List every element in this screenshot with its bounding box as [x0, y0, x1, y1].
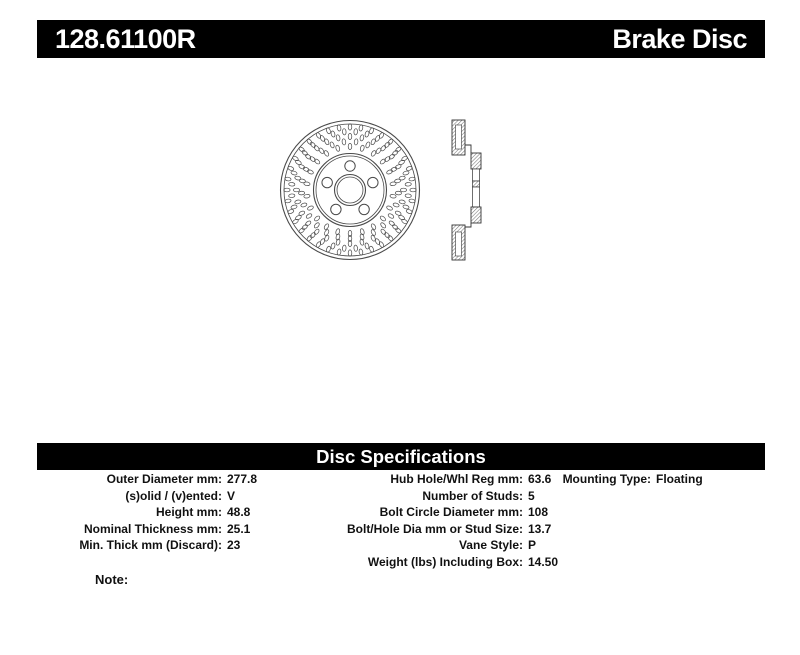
spec-column-right [540, 471, 703, 488]
stud-holes [322, 161, 378, 215]
spec-value: P [528, 538, 537, 552]
drilled-dimple-pattern [284, 124, 416, 256]
spec-column-left [37, 471, 257, 554]
spec-value: 5 [528, 488, 535, 503]
spec-value: 108 [528, 505, 549, 519]
product-type-title: Brake Disc [612, 23, 747, 54]
spec-label: Bolt/Hole Dia mm or Stud Size: [346, 521, 523, 536]
spec-row-hub-hole [290, 471, 558, 488]
spec-value: 23 [227, 538, 241, 552]
spec-label: Bolt Circle Diameter mm: [379, 505, 523, 519]
spec-label: Min. Thick mm (Discard): [79, 538, 222, 552]
spec-value: V [227, 488, 236, 503]
title-bar [37, 20, 765, 58]
spec-value: 48.8 [227, 505, 251, 519]
spec-section-header [37, 443, 765, 470]
spec-row-height [37, 504, 257, 521]
spec-row-solid-vented [37, 488, 257, 505]
spec-row-bolt-circle-diameter [290, 504, 558, 521]
spec-row-nominal-thickness [37, 521, 257, 538]
note-label: Note: [95, 572, 129, 587]
spec-label: Number of Studs: [422, 488, 523, 503]
spec-row-number-of-studs [290, 488, 558, 505]
spec-label: Vane Style: [458, 538, 523, 552]
part-number: 128.61100R [55, 23, 196, 54]
spec-section-title: Disc Specifications [316, 445, 486, 467]
spec-label: Hub Hole/Whl Reg mm: [390, 472, 523, 486]
brake-disc-front-view-drawing [278, 118, 422, 262]
spec-value: 14.50 [528, 554, 559, 569]
brake-disc-cross-section-drawing [441, 115, 497, 265]
spec-label: (s)olid / (v)ented: [125, 488, 222, 503]
spec-row-vane-style [290, 537, 558, 554]
spec-label: Weight (lbs) Including Box: [367, 554, 523, 569]
spec-row-min-thick [37, 537, 257, 554]
spec-value: 13.7 [528, 521, 552, 536]
spec-label: Mounting Type: [562, 472, 651, 486]
spec-row-outer-diameter [37, 471, 257, 488]
spec-value: Floating [656, 472, 703, 486]
spec-value: 25.1 [227, 521, 251, 536]
spec-label: Nominal Thickness mm: [83, 521, 222, 536]
spec-label: Outer Diameter mm: [106, 472, 222, 486]
spec-row-bolt-hole-dia [290, 521, 558, 538]
spec-value: 277.8 [227, 472, 258, 486]
spec-row-weight [290, 554, 558, 571]
spec-value: 63.6 [528, 472, 552, 486]
spec-label: Height mm: [156, 505, 222, 519]
spec-row-mounting-type [540, 471, 703, 488]
spec-column-middle [290, 471, 558, 570]
